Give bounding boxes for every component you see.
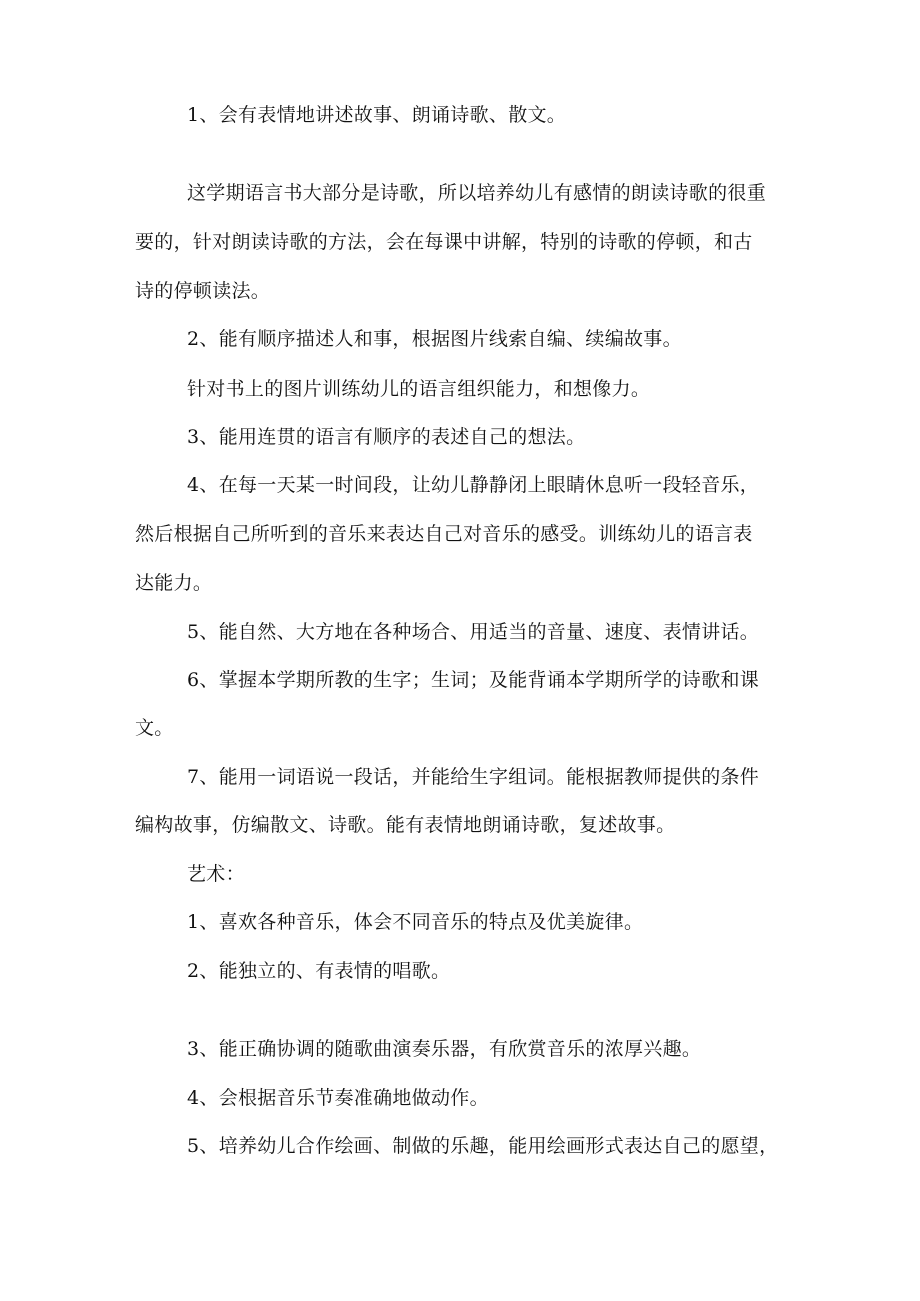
text-line: 文。 [135, 717, 174, 739]
text-line: 这学期语言书大部分是诗歌，所以培养幼儿有感情的朗读诗歌的很重 [187, 182, 767, 204]
text-line: 2、能独立的、有表情的唱歌。 [187, 960, 451, 982]
text-line: 3、能用连贯的语言有顺序的表述自己的想法。 [187, 426, 586, 448]
text-line: 然后根据自己所听到的音乐来表达自己对音乐的感受。训练幼儿的语言表 [135, 523, 753, 545]
text-line: 要的，针对朗读诗歌的方法，会在每课中讲解，特别的诗歌的停顿，和古 [135, 231, 753, 253]
text-line: 针对书上的图片训练幼儿的语言组织能力，和想像力。 [187, 378, 651, 400]
text-line: 3、能正确协调的随歌曲演奏乐器，有欣赏音乐的浓厚兴趣。 [187, 1038, 702, 1060]
section-heading: 艺术： [187, 863, 245, 885]
text-line: 5、能自然、大方地在各种场合、用适当的音量、速度、表情讲话。 [187, 621, 760, 643]
text-line: 2、能有顺序描述人和事，根据图片线索自编、续编故事。 [187, 328, 682, 350]
text-line: 4、会根据音乐节奏准确地做动作。 [187, 1087, 489, 1109]
text-line: 诗的停顿读法。 [135, 280, 271, 302]
text-line: 编构故事，仿编散文、诗歌。能有表情地朗诵诗歌，复述故事。 [135, 814, 676, 836]
text-line: 5、培养幼儿合作绘画、制做的乐趣，能用绘画形式表达自己的愿望， [187, 1135, 779, 1157]
text-line: 达能力。 [135, 572, 213, 594]
text-line: 1、会有表情地讲述故事、朗诵诗歌、散文。 [187, 104, 567, 126]
text-line: 1、喜欢各种音乐，体会不同音乐的特点及优美旋律。 [187, 911, 644, 933]
text-line: 7、能用一词语说一段话，并能给生字组词。能根据教师提供的条件 [187, 766, 760, 788]
text-line: 4、在每一天某一时间段，让幼儿静静闭上眼睛休息听一段轻音乐， [187, 474, 760, 496]
text-line: 6、掌握本学期所教的生字；生词；及能背诵本学期所学的诗歌和课 [187, 669, 760, 691]
